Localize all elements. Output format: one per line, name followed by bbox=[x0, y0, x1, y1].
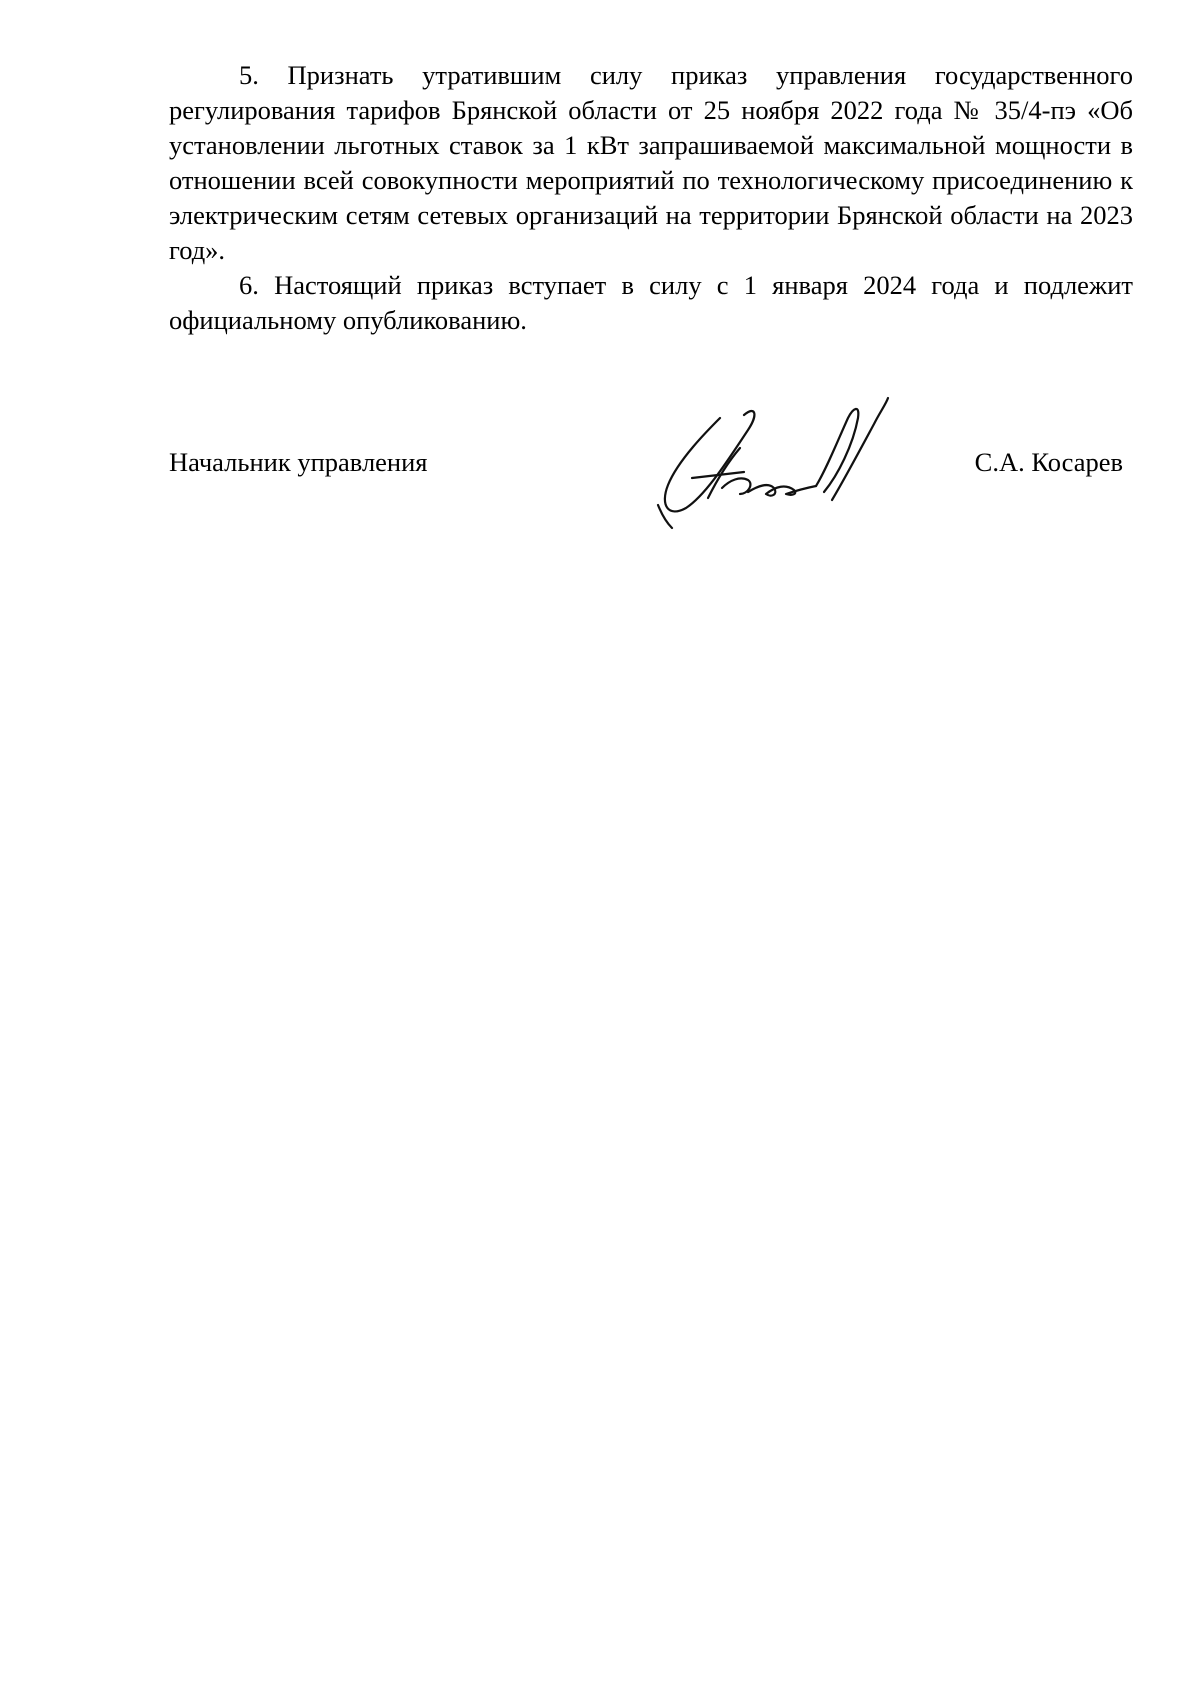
signatory-position: Начальник управления bbox=[169, 447, 428, 477]
paragraph-5: 5. Признать утратившим силу приказ управления государственного регулирования тарифов Брянской области от 25 ноября 2022 года № 35/4-пэ «Об установлении льготных ставок за 1 кВт запрашиваемой максимальной мощности в отношении всей совокупности мероприятий по технологическому присоединению к электрическим сетям сетевых организаций на территории Брянской области на 2023 год». bbox=[169, 60, 1133, 265]
signatory-name: С.А. Косарев bbox=[974, 447, 1123, 477]
document-body bbox=[169, 58, 1133, 338]
paragraph-6: 6. Настоящий приказ вступает в силу с 1 января 2024 года и подлежит официальному опубликованию. bbox=[169, 270, 1133, 335]
handwritten-signature bbox=[648, 390, 898, 530]
